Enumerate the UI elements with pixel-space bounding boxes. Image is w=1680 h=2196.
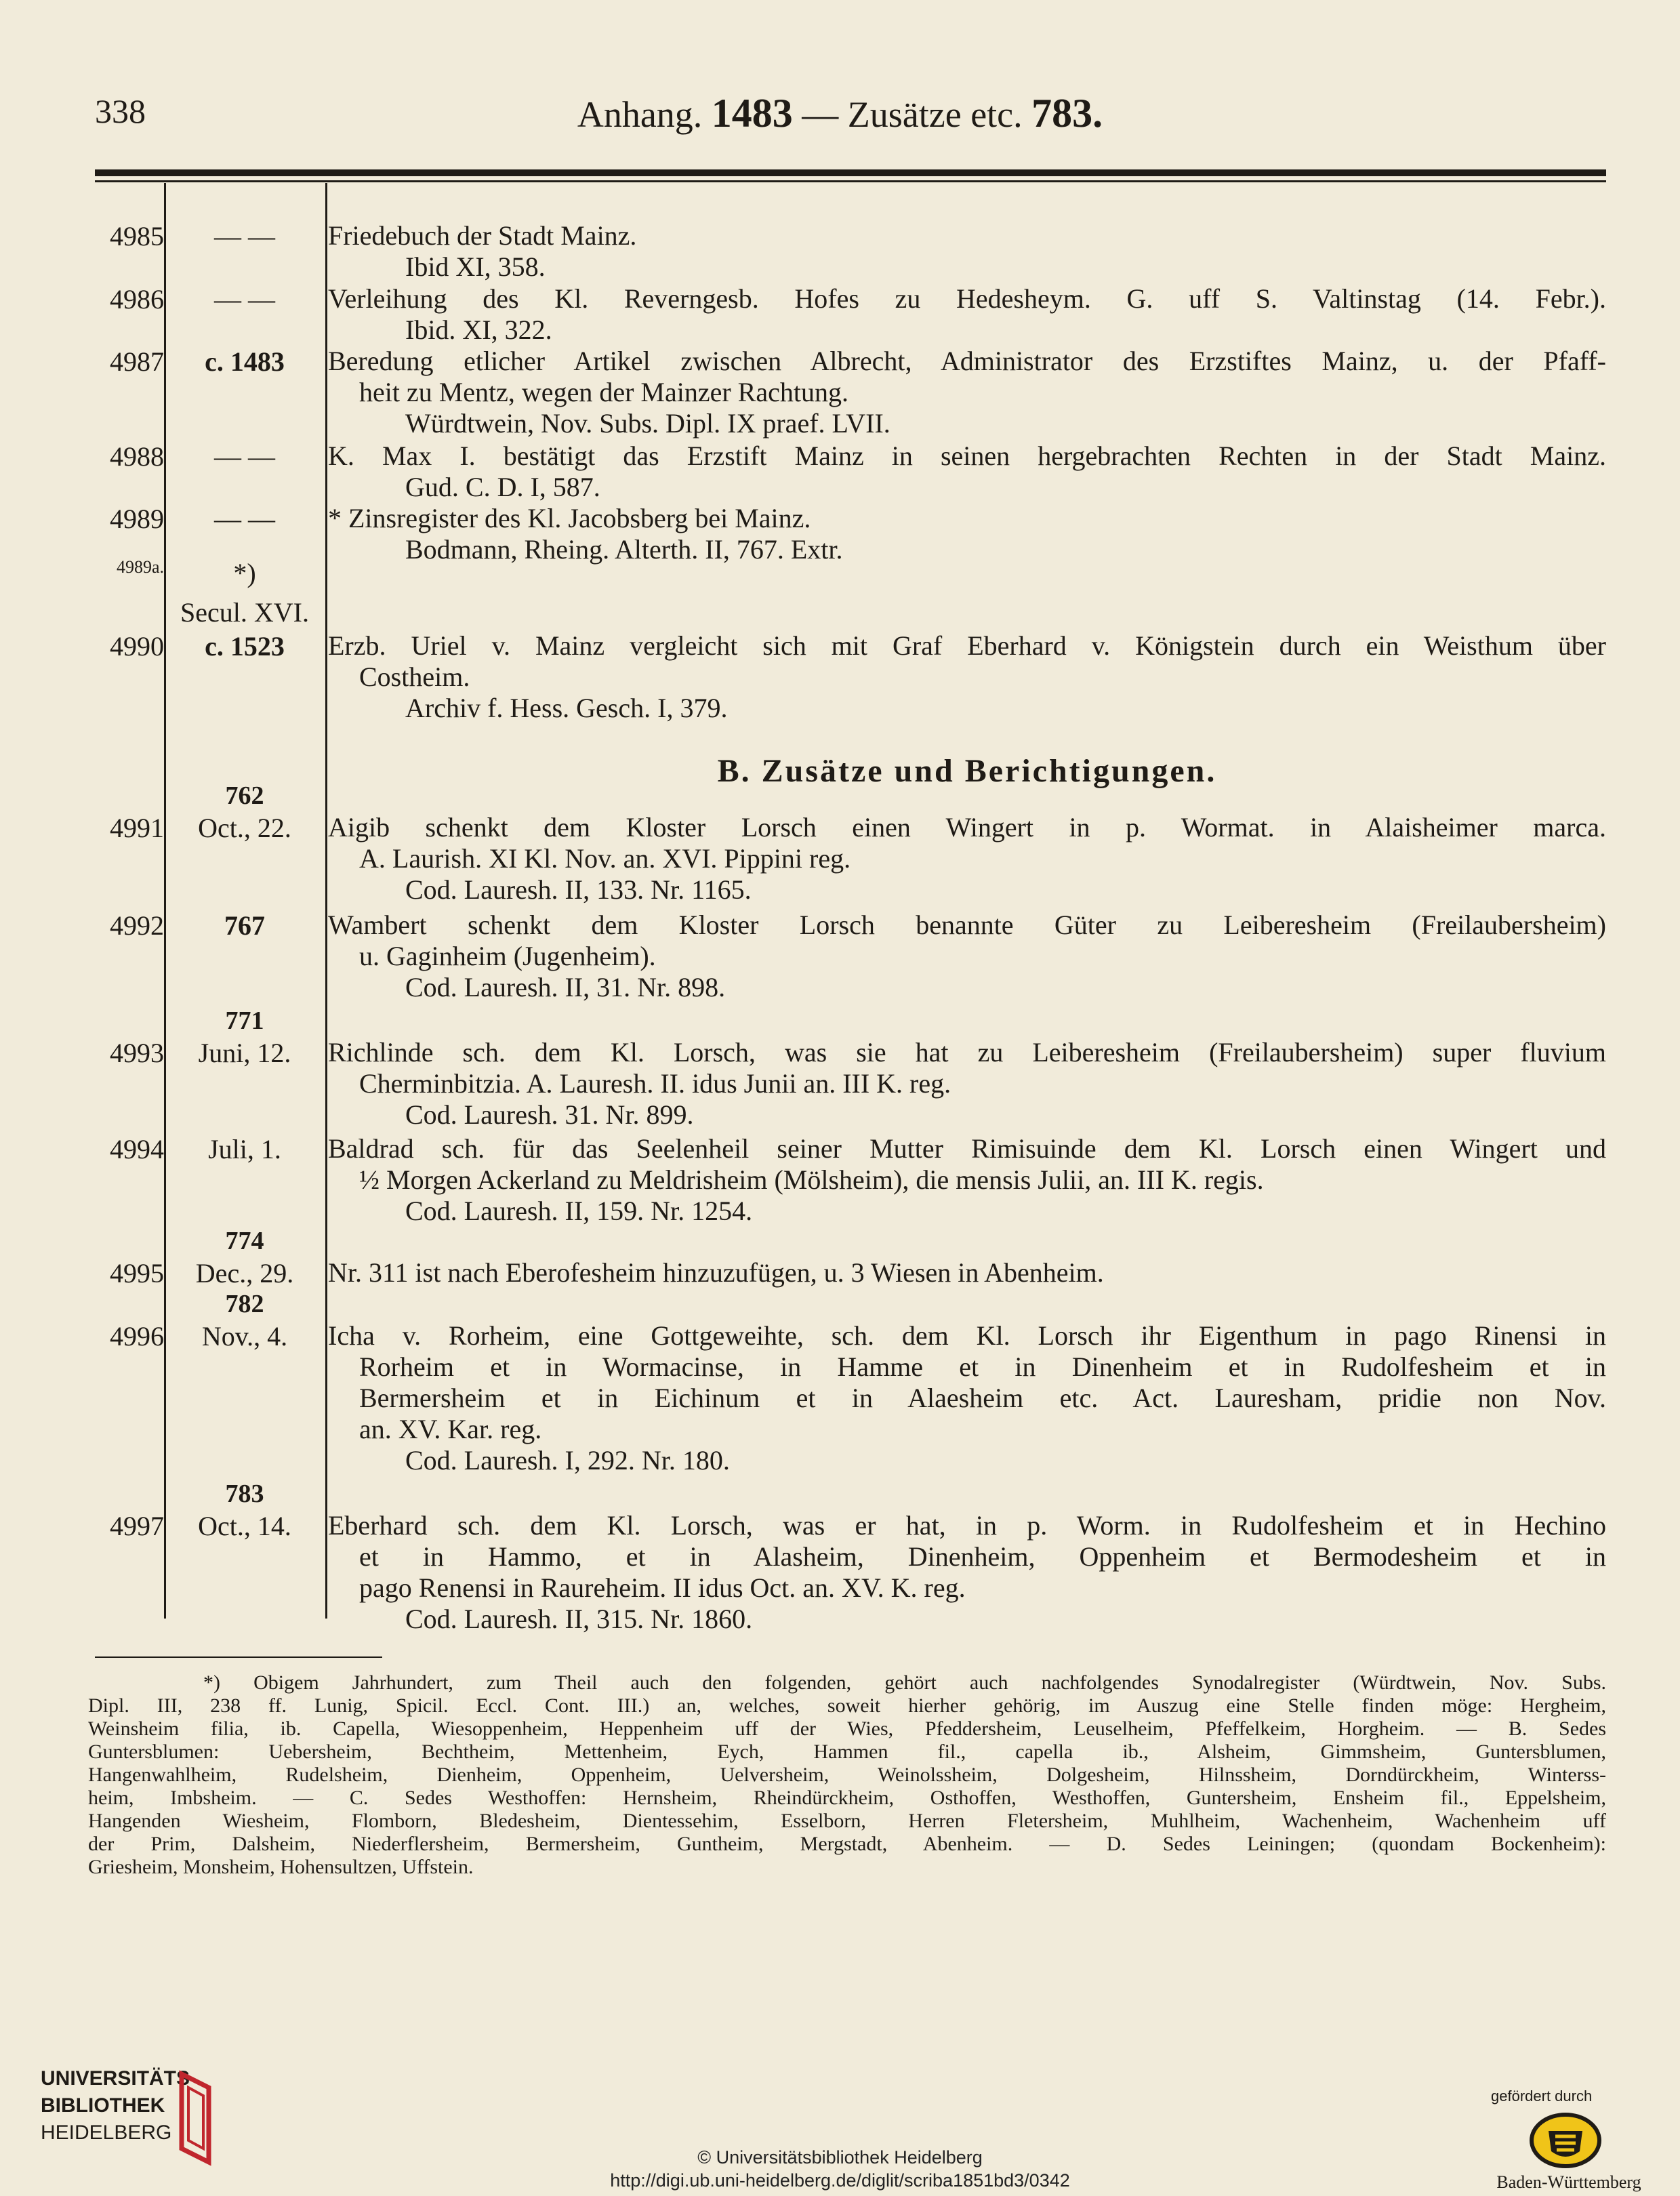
section-title: B. Zusätze und Berichtigungen. <box>717 753 1217 789</box>
year-heading: 774 <box>225 1227 264 1255</box>
entry-number: 4993 <box>110 1038 164 1068</box>
entry-text-line: et in Hammo, et in Alasheim, Dinenheim, Oppenheim et Bermodesheim et in <box>359 1541 1606 1572</box>
entry-text-line: A. Laurish. XI Kl. Nov. an. XVI. Pippini reg. <box>359 843 851 874</box>
entry-date: 767 <box>224 910 265 941</box>
year-heading: 783 <box>225 1480 264 1508</box>
entry-text-line: u. Gaginheim (Jugenheim). <box>359 941 656 971</box>
footnote-line: heim, Imbsheim. — C. Sedes Westhoffen: Hernsheim, Rheindürckheim, Osthoffen, Westhoffen, Guntersheim, Ensheim fil., Eppelsheim, <box>88 1787 1606 1809</box>
entry-text-line: Eberhard sch. dem Kl. Lorsch, was er hat, in p. Worm. in Rudolfesheim et in Hechino <box>328 1510 1606 1541</box>
entry-date: Oct., 14. <box>198 1511 291 1541</box>
entry-date: Nov., 4. <box>201 1321 288 1351</box>
column-rule-right <box>325 183 327 1619</box>
entry-text-line: Ibid XI, 358. <box>405 251 546 282</box>
entry-text-line: Cod. Lauresh. I, 292. Nr. 180. <box>405 1445 730 1476</box>
header-rule <box>95 169 1606 176</box>
running-head <box>0 90 1680 137</box>
library-name-line-3: HEIDELBERG <box>41 2121 172 2144</box>
entry-date: Secul. XVI. <box>180 597 309 628</box>
entry-number: 4994 <box>110 1134 164 1164</box>
entry-text-line: Richlinde sch. dem Kl. Lorsch, was sie hat zu Leiberesheim (Freilaubersheim) super fluvium <box>328 1037 1606 1068</box>
entry-text-line: Beredung etlicher Artikel zwischen Albrecht, Administrator des Erzstiftes Mainz, u. der Pfaff- <box>328 346 1606 376</box>
entry-text-line: Wambert schenkt dem Kloster Lorsch benannte Güter zu Leiberesheim (Freilaubersheim) <box>328 910 1606 940</box>
entry-text-line: Cod. Lauresh. 31. Nr. 899. <box>405 1099 694 1130</box>
entry-text-line: Bodmann, Rheing. Alterth. II, 767. Extr. <box>405 534 843 565</box>
entry-text-line: Erzb. Uriel v. Mainz vergleicht sich mit Graf Eberhard v. Königstein durch ein Weisthum über <box>328 630 1606 661</box>
entry-date: Dec., 29. <box>195 1258 294 1288</box>
footnote-line: Dipl. III, 238 ff. Lunig, Spicil. Eccl. Cont. III.) an, welches, soweit hierher gehörig, im Auszug eine Stelle finden möge: Hergheim, <box>88 1694 1606 1717</box>
footnote-line: Griesheim, Monsheim, Hohensultzen, Uffstein. <box>88 1856 474 1878</box>
entry-number: 4989a. <box>116 557 164 577</box>
entry-text-line: Cod. Lauresh. II, 159. Nr. 1254. <box>405 1196 753 1226</box>
year-heading: 782 <box>225 1290 264 1318</box>
entry-date: Juni, 12. <box>198 1038 291 1068</box>
entry-date: c. 1483 <box>205 346 285 377</box>
entry-date: — — <box>214 284 275 314</box>
library-name-line-1: UNIVERSITÄTS- <box>41 2067 197 2090</box>
entry-number: 4986 <box>110 284 164 314</box>
entry-text-line: Ibid. XI, 322. <box>405 314 552 345</box>
entry-text-line: Bermersheim et in Eichinum et in Alaesheim etc. Act. Lauresham, pridie non Nov. <box>359 1383 1606 1413</box>
entry-text-line: Würdtwein, Nov. Subs. Dipl. IX praef. LVII. <box>405 408 890 439</box>
entry-text-line: Aigib schenkt dem Kloster Lorsch einen Wingert in p. Wormat. in Alaisheimer marca. <box>328 812 1606 842</box>
state-name: Baden-Württemberg <box>1496 2172 1641 2192</box>
running-head-middle: Zusätze etc. <box>847 94 1023 135</box>
entry-text-line: Costheim. <box>359 662 470 692</box>
entry-text-line: Cod. Lauresh. II, 133. Nr. 1165. <box>405 874 752 905</box>
entry-text-line: Nr. 311 ist nach Eberofesheim hinzuzufügen, u. 3 Wiesen in Abenheim. <box>328 1257 1104 1288</box>
column-rule-left <box>164 183 166 1619</box>
entry-text-line: K. Max I. bestätigt das Erzstift Mainz in seinen hergebrachten Rechten in der Stadt Mainz. <box>328 441 1606 471</box>
entry-text-line: Cod. Lauresh. II, 315. Nr. 1860. <box>405 1604 753 1634</box>
header-rule-thin <box>95 180 1606 182</box>
entry-text-line: Icha v. Rorheim, eine Gottgeweihte, sch. dem Kl. Lorsch ihr Eigenthum in pago Rinensi in <box>328 1320 1606 1351</box>
year-heading: 762 <box>225 781 264 810</box>
footnote-line: Hangenwahlheim, Rudelsheim, Dienheim, Oppenheim, Uelversheim, Weinolssheim, Dolgesheim, Hilnssheim, Dorndürckheim, Winterss- <box>88 1764 1606 1786</box>
source-url[interactable]: http://digi.ub.uni-heidelberg.de/diglit/scriba1851bd3/0342 <box>610 2170 1070 2191</box>
entry-text-line: Baldrad sch. für das Seelenheil seiner Mutter Rimisuinde dem Kl. Lorsch einen Wingert und <box>328 1133 1606 1164</box>
entry-number: 4990 <box>110 631 164 662</box>
funded-by-label: gefördert durch <box>1491 2088 1593 2104</box>
copyright-line: © Universitätsbibliothek Heidelberg <box>697 2147 983 2168</box>
entry-text-line: pago Renensi in Raureheim. II idus Oct. an. XV. K. reg. <box>359 1572 966 1603</box>
entry-number: 4989 <box>110 504 164 534</box>
entry-number: 4988 <box>110 441 164 472</box>
entry-text-line: Rorheim et in Wormacinse, in Hamme et in Dinenheim et in Rudolfesheim et in <box>359 1351 1606 1382</box>
entry-date: Juli, 1. <box>208 1134 281 1164</box>
entry-date: c. 1523 <box>205 631 285 662</box>
footnote-line: Guntersblumen: Uebersheim, Bechtheim, Mettenheim, Eych, Hammen fil., capella ib., Alsheim, Gimmsheim, Guntersblumen, <box>88 1741 1606 1763</box>
entry-text-line: an. XV. Kar. reg. <box>359 1414 542 1444</box>
footnote-line: *) Obigem Jahrhundert, zum Theil auch den folgenden, gehört auch nachfolgendes Synodalregister (Würdtwein, Nov. Subs. <box>203 1671 1606 1694</box>
entry-text-line: Gud. C. D. I, 587. <box>405 472 600 502</box>
entry-number: 4991 <box>110 813 164 843</box>
entry-text-line: Archiv f. Hess. Gesch. I, 379. <box>405 693 728 723</box>
entry-text-line: Cherminbitzia. A. Lauresh. II. idus Junii an. III K. reg. <box>359 1068 951 1099</box>
entry-date: *) <box>233 558 256 588</box>
footnote-rule <box>95 1656 382 1658</box>
entry-text-line: ½ Morgen Ackerland zu Meldrisheim (Mölsheim), die mensis Julii, an. III K. regis. <box>359 1164 1264 1195</box>
running-head-dash: — <box>802 94 839 135</box>
entry-date: — — <box>214 504 275 534</box>
footnote-line: der Prim, Dalsheim, Niederflersheim, Bermersheim, Guntheim, Mergstadt, Abenheim. — D. Sedes Leiningen; (quondam Bockenheim): <box>88 1833 1606 1855</box>
state-coat-of-arms-icon <box>1528 2112 1603 2169</box>
entry-date: — — <box>214 221 275 251</box>
running-head-left-year: 1483 <box>711 91 793 136</box>
running-head-right-year: 783. <box>1031 91 1103 136</box>
entry-number: 4992 <box>110 910 164 941</box>
entry-date: Oct., 22. <box>198 813 291 843</box>
footnote-line: Hangenden Wiesheim, Flomborn, Bledesheim, Dientessehim, Esselborn, Herren Fletersheim, Muhlheim, Wachenheim, Wachenheim uff <box>88 1810 1606 1832</box>
entry-number: 4996 <box>110 1321 164 1351</box>
library-name-line-2: BIBLIOTHEK <box>41 2094 165 2117</box>
year-heading: 771 <box>225 1006 264 1035</box>
entry-number: 4987 <box>110 346 164 377</box>
entry-date: — — <box>214 441 275 472</box>
footnote-line: Weinsheim filia, ib. Capella, Wiesoppenheim, Heppenheim uff der Wies, Pfeddersheim, Leuselheim, Pfeffelkeim, Horgheim. — B. Sedes <box>88 1717 1606 1740</box>
page-number: 338 <box>95 92 146 130</box>
entry-text-line: Friedebuch der Stadt Mainz. <box>328 220 637 251</box>
entry-text-line: heit zu Mentz, wegen der Mainzer Rachtung. <box>359 377 848 407</box>
running-head-prefix: Anhang. <box>577 94 703 135</box>
entry-number: 4995 <box>110 1258 164 1288</box>
entry-number: 4997 <box>110 1511 164 1541</box>
entry-text-line: Verleihung des Kl. Reverngesb. Hofes zu Hedesheym. G. uff S. Valtinstag (14. Febr.). <box>328 283 1606 314</box>
entry-text-line: Cod. Lauresh. II, 31. Nr. 898. <box>405 972 726 1002</box>
entry-text-line: * Zinsregister des Kl. Jacobsberg bei Mainz. <box>328 503 811 533</box>
entry-number: 4985 <box>110 221 164 251</box>
